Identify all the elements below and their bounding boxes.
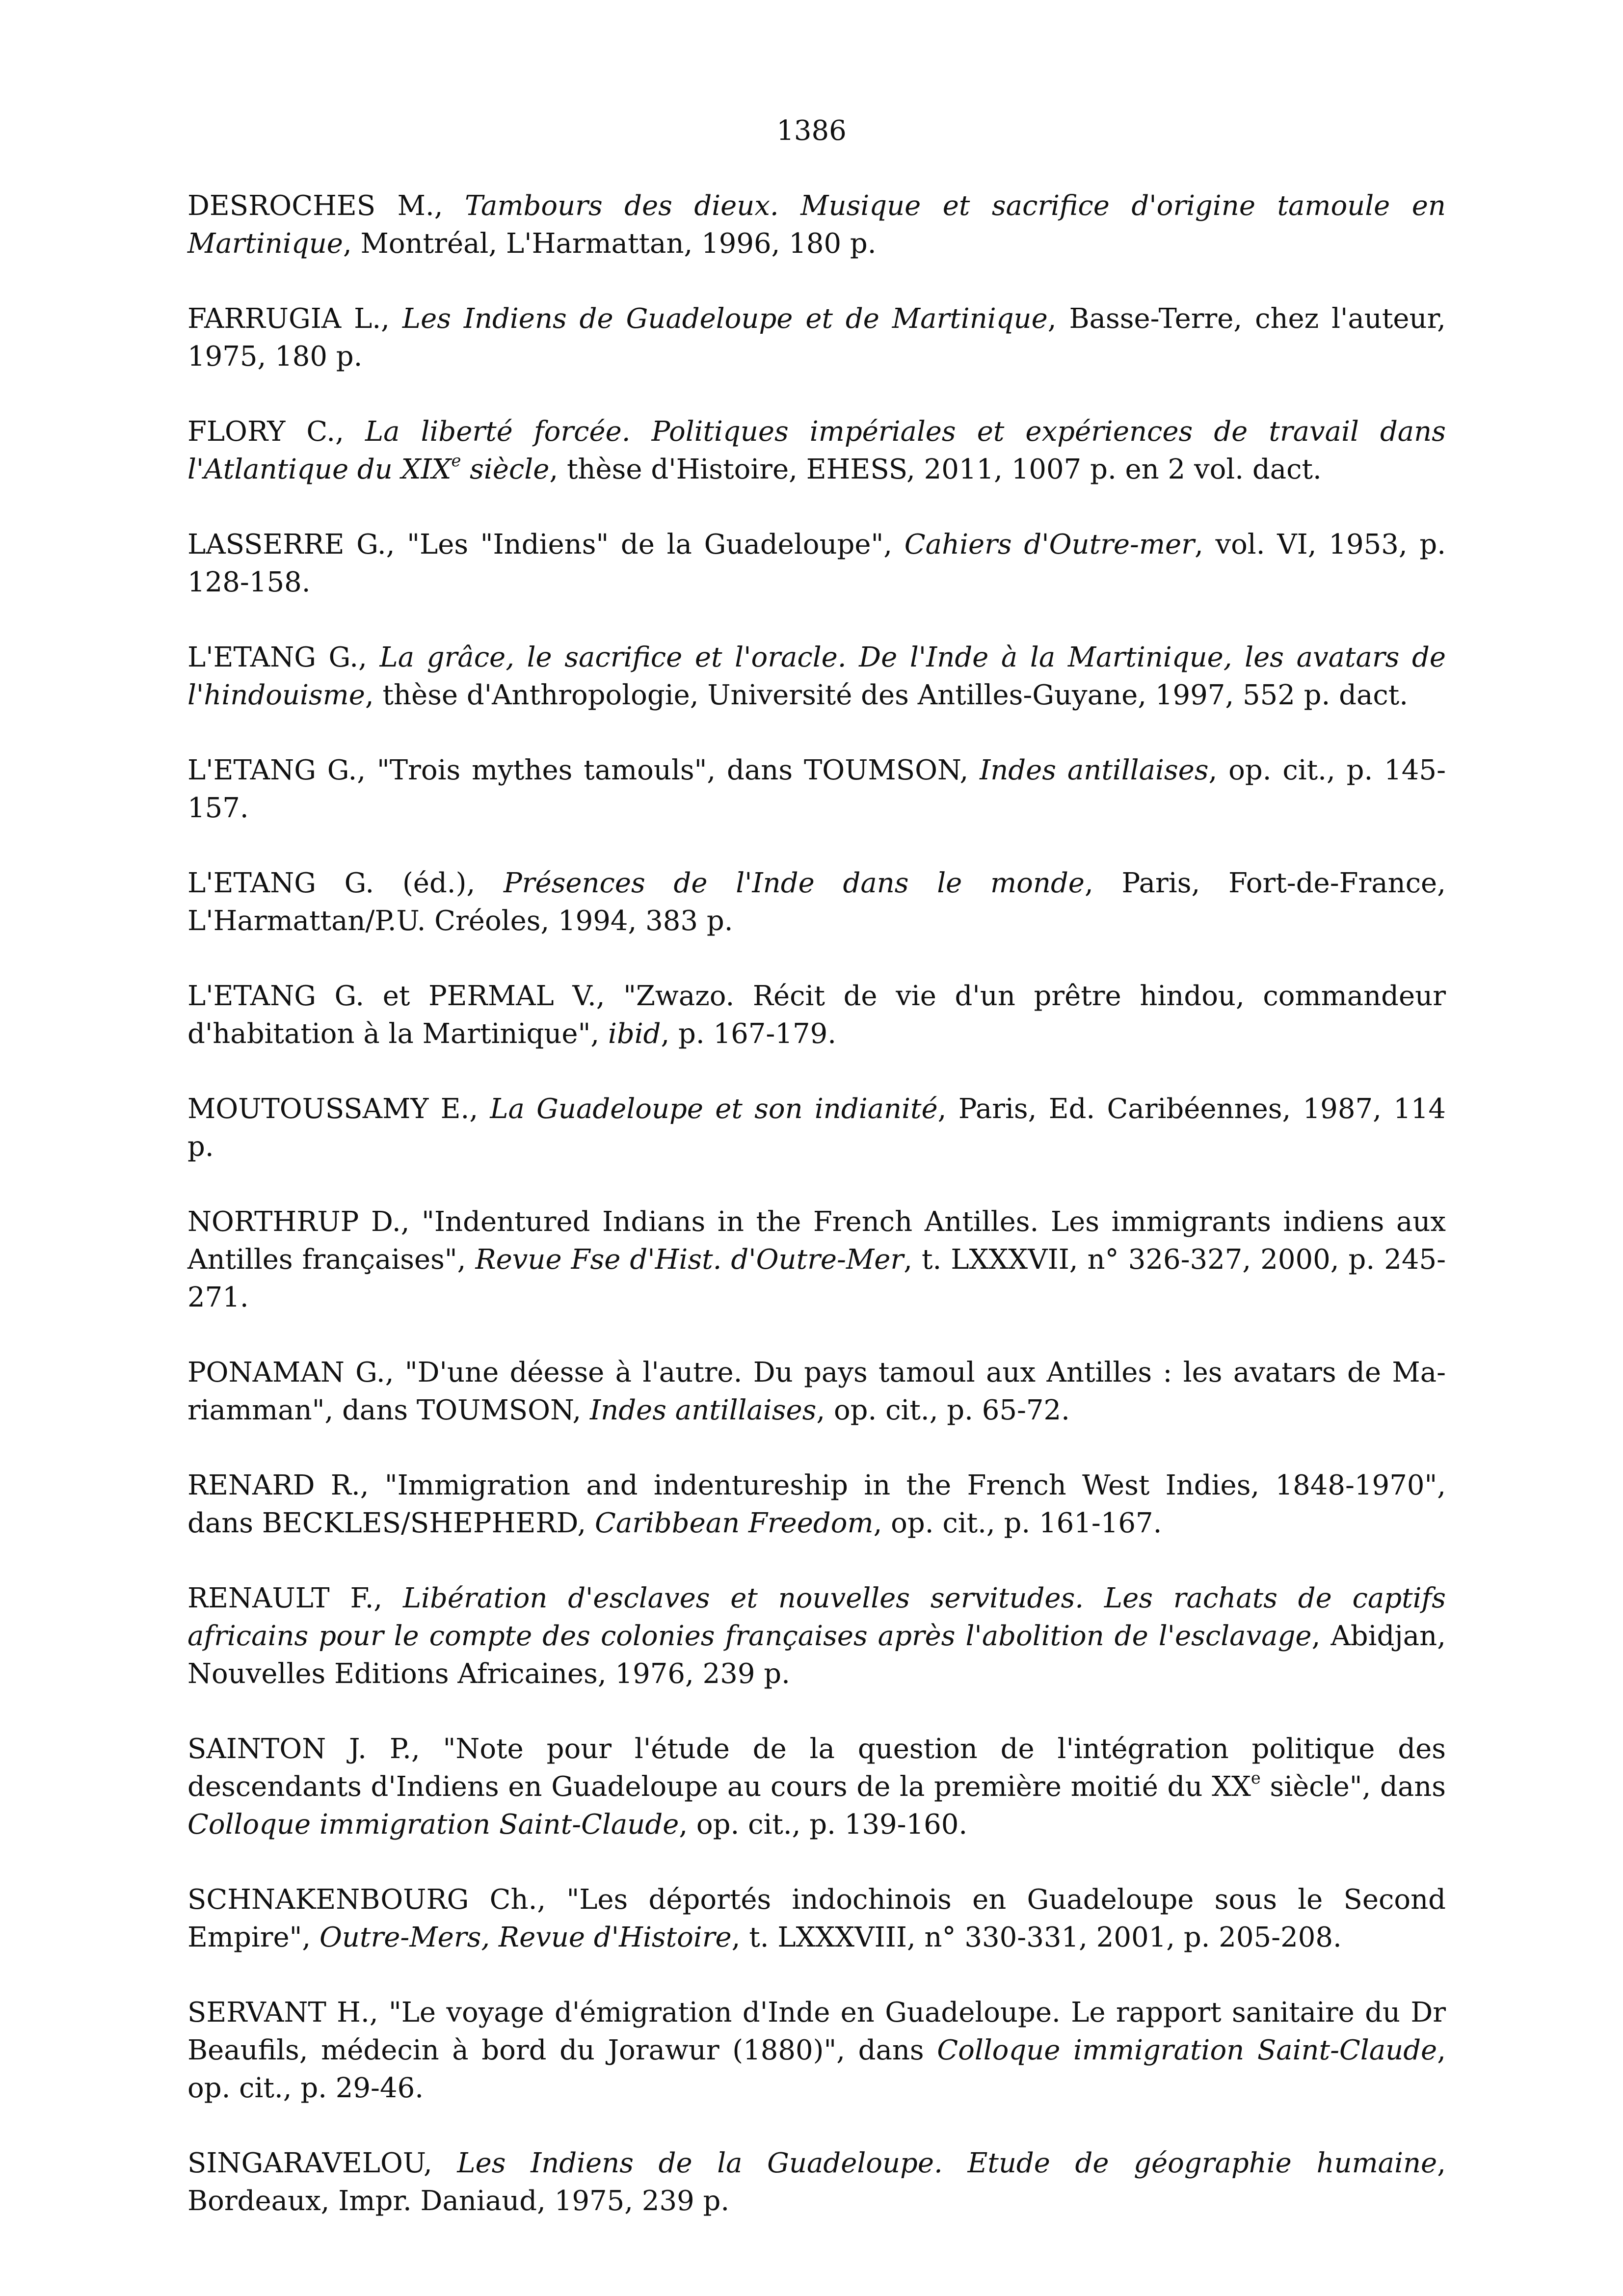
entry-title: Indes antillaises [590,1394,817,1426]
entry-title: La grâce, le sacrifice et l'oracle. De l'Inde à la Martinique, les avatars de l'hindouisme [187,641,1446,711]
entry-article-title: "D'une déesse à l'autre. Du pays tamoul aux Antilles : les avatars de Mariamman", dans TOUMSON, [187,1357,1446,1426]
entry-publication: , t. LXXXVIII, n° 330-331, 2001, p. 205-208. [731,1922,1342,1953]
entry-title: Revue Fse d'Hist. d'Outre-Mer [475,1244,904,1276]
entry-publication: , Basse-Terre, chez l'auteur, 1975, 180 p. [187,303,1446,373]
page-number: 1386 [776,115,847,147]
entry-title: Présences de l'Inde dans le monde [504,867,1085,899]
entry-article-title: "Le voyage d'émigration d'Inde en Guadeloupe. Le rapport sanitaire du Dr Beaufils, médecin à bord du Jorawur (1880)", dans [187,1997,1446,2066]
entry-author: L'ETANG G. (éd.) [187,867,467,899]
bibliography-entry: SERVANT H., "Le voyage d'émigration d'Inde en Guadeloupe. Le rapport sanitaire du Dr Beaufils, médecin à bord du Jorawur (1880)", dans Colloque immigration Saint-Claude, op. cit., p. 29-46. [187,1997,1446,2104]
entry-article-title: "Les déportés indochinois en Guadeloupe sous le Second Empire", [187,1884,1446,1953]
entry-author: SCHNAKENBOURG Ch. [187,1884,537,1916]
bibliography-entry: L'ETANG G., "Trois mythes tamouls", dans TOUMSON, Indes antillaises, op. cit., p. 145-157. [187,754,1446,824]
entry-title: Colloque immigration Saint-Claude [937,2034,1437,2066]
entry-publication: , op. cit., p. 29-46. [187,2034,1446,2104]
superscript: e [1251,1768,1261,1788]
entry-publication: , thèse d'Anthropologie, Université des Antilles-Guyane, 1997, 552 p. dact. [365,679,1409,711]
entry-author: DESROCHES M. [187,190,434,222]
entry-article-title: "Trois mythes tamouls", dans TOUMSON, [377,754,980,786]
entry-title: La Guadeloupe et son indianité [490,1093,938,1125]
entry-title: La liberté forcée. Politiques impériales et expériences de travail dans l'Atlantique du XIXe siècle [187,416,1446,485]
entry-author: L'ETANG G. [187,641,359,673]
entry-publication: , op. cit., p. 161-167. [873,1507,1162,1539]
entry-author: L'ETANG G. et PERMAL V. [187,980,596,1012]
entry-title: Tambours des dieux. Musique et sacrifice d'origine tamoule en Martinique [187,190,1446,260]
bibliography-entry: MOUTOUSSAMY E., La Guadeloupe et son indianité, Paris, Ed. Caribéennes, 1987, 114 p. [187,1093,1446,1163]
entry-author: SERVANT H. [187,1997,370,2029]
entry-title: Les Indiens de Guadeloupe et de Martinique [402,303,1048,335]
entry-publication: , t. LXXXVII, n° 326-327, 2000, p. 245-271. [187,1244,1446,1313]
entry-author: LASSERRE G. [187,529,386,561]
entry-author: L'ETANG G. [187,754,357,786]
entry-article-title: "Zwazo. Récit de vie d'un prêtre hindou, commandeur d'habitation à la Martinique", [187,980,1446,1050]
bibliography-entry: FLORY C., La liberté forcée. Politiques impériales et expériences de travail dans l'Atlantique du XIXe siècle, thèse d'Histoire, EHESS, 2011, 1007 p. en 2 vol. dact. [187,416,1446,485]
bibliography-entry: LASSERRE G., "Les "Indiens" de la Guadeloupe", Cahiers d'Outre-mer, vol. VI, 1953, p. 128-158. [187,529,1446,598]
entry-author: SAINTON J. P. [187,1733,411,1765]
entry-author: PONAMAN G. [187,1357,385,1388]
entry-publication: , vol. VI, 1953, p. 128-158. [187,529,1446,598]
entry-publication: , p. 167-179. [661,1018,836,1050]
entry-title: Indes antillaises [980,754,1209,786]
entry-publication: , op. cit., p. 145-157. [187,754,1446,824]
bibliography-entry: RENARD R., "Immigration and indentureship in the French West Indies, 1848-1970", dans BECKLES/SHEPHERD, Caribbean Freedom, op. cit., p. 161-167. [187,1469,1446,1539]
bibliography-entry: SCHNAKENBOURG Ch., "Les déportés indochinois en Guadeloupe sous le Second Empire", Outre-Mers, Revue d'Histoire, t. LXXXVIII, n° 330-331, 2001, p. 205-208. [187,1884,1446,1953]
bibliography-entry: SINGARAVELOU, Les Indiens de la Guadeloupe. Etude de géographie humaine, Bordeaux, Impr. Daniaud, 1975, 239 p. [187,2147,1446,2217]
bibliography-entry: SAINTON J. P., "Note pour l'étude de la question de l'intégration politique des descendants d'Indiens en Guadeloupe au cours de la première moitié du XXe siècle", dans Colloque immigration Saint-Claude, op. cit., p. 139-160. [187,1733,1446,1841]
superscript: e [451,451,461,470]
entry-author: FLORY C. [187,416,336,448]
entry-title: Colloque immigration Saint-Claude [187,1809,679,1841]
entry-author: MOUTOUSSAMY E. [187,1093,470,1125]
entry-article-title: "Indentured Indians in the French Antilles. Les immigrants indiens aux Antilles françaises", [187,1206,1446,1276]
entry-title: Cahiers d'Outre-mer [904,529,1195,561]
entry-author: RENARD R. [187,1469,360,1501]
entry-author: RENAULT F. [187,1582,374,1614]
bibliography-entry: L'ETANG G. (éd.), Présences de l'Inde dans le monde, Paris, Fort-de-France, L'Harmattan/P.U. Créoles, 1994, 383 p. [187,867,1446,937]
bibliography-entry: DESROCHES M., Tambours des dieux. Musique et sacrifice d'origine tamoule en Martinique, Montréal, L'Harmattan, 1996, 180 p. [187,190,1446,260]
entry-author: SINGARAVELOU [187,2147,424,2179]
bibliography-entry: L'ETANG G., La grâce, le sacrifice et l'oracle. De l'Inde à la Martinique, les avatars de l'hindouisme, thèse d'Anthropologie, Université des Antilles-Guyane, 1997, 552 p. dact. [187,641,1446,711]
entry-title: Les Indiens de la Guadeloupe. Etude de géographie humaine [457,2147,1437,2179]
entry-title: Outre-Mers, Revue d'Histoire [319,1922,732,1953]
entry-publication: , Paris, Fort-de-France, L'Harmattan/P.U. Créoles, 1994, 383 p. [187,867,1446,937]
bibliography-entry: L'ETANG G. et PERMAL V., "Zwazo. Récit de vie d'un prêtre hindou, commandeur d'habitation à la Martinique", ibid, p. 167-179. [187,980,1446,1050]
entry-publication: , Bordeaux, Impr. Daniaud, 1975, 239 p. [187,2147,1446,2217]
entry-publication: , thèse d'Histoire, EHESS, 2011, 1007 p. en 2 vol. dact. [549,454,1322,485]
entry-author: FARRUGIA L. [187,303,381,335]
entry-publication: , op. cit., p. 65-72. [816,1394,1070,1426]
entry-publication: , Montréal, L'Harmattan, 1996, 180 p. [343,228,877,260]
entry-title: ibid [608,1018,661,1050]
entry-article-title: "Les "Indiens" de la Guadeloupe", [407,529,905,561]
entry-publication: , op. cit., p. 139-160. [679,1809,968,1841]
entry-author: NORTHRUP D. [187,1206,401,1238]
bibliography-entry: FARRUGIA L., Les Indiens de Guadeloupe et de Martinique, Basse-Terre, chez l'auteur, 1975, 180 p. [187,303,1446,373]
entry-title: Caribbean Freedom [595,1507,874,1539]
bibliography-entry: PONAMAN G., "D'une déesse à l'autre. Du pays tamoul aux Antilles : les avatars de Mariamman", dans TOUMSON, Indes antillaises, op. cit., p. 65-72. [187,1357,1446,1426]
entry-article-title: "Immigration and indentureship in the French West Indies, 1848-1970", dans BECKLES/SHEPHERD, [187,1469,1446,1539]
entry-publication: , Abidjan, Nouvelles Editions Africaines, 1976, 239 p. [187,1620,1446,1690]
bibliography-list [187,187,1446,2257]
entry-article-title: "Note pour l'étude de la question de l'intégration politique des descendants d'Indiens en Guadeloupe au cours de la première moitié du XXe siècle", dans [187,1733,1446,1803]
bibliography-entry: RENAULT F., Libération d'esclaves et nouvelles servitudes. Les rachats de captifs africains pour le compte des colonies françaises après l'abolition de l'esclavage, Abidjan, Nouvelles Editions Africaines, 1976, 239 p. [187,1582,1446,1690]
bibliography-entry: NORTHRUP D., "Indentured Indians in the French Antilles. Les immigrants indiens aux Antilles françaises", Revue Fse d'Hist. d'Outre-Mer, t. LXXXVII, n° 326-327, 2000, p. 245-271. [187,1206,1446,1313]
entry-title: Libération d'esclaves et nouvelles servitudes. Les rachats de captifs africains pour le compte des colonies françaises après l'abolition de l'esclavage [187,1582,1446,1652]
entry-publication: , Paris, Ed. Caribéennes, 1987, 114 p. [187,1093,1446,1163]
